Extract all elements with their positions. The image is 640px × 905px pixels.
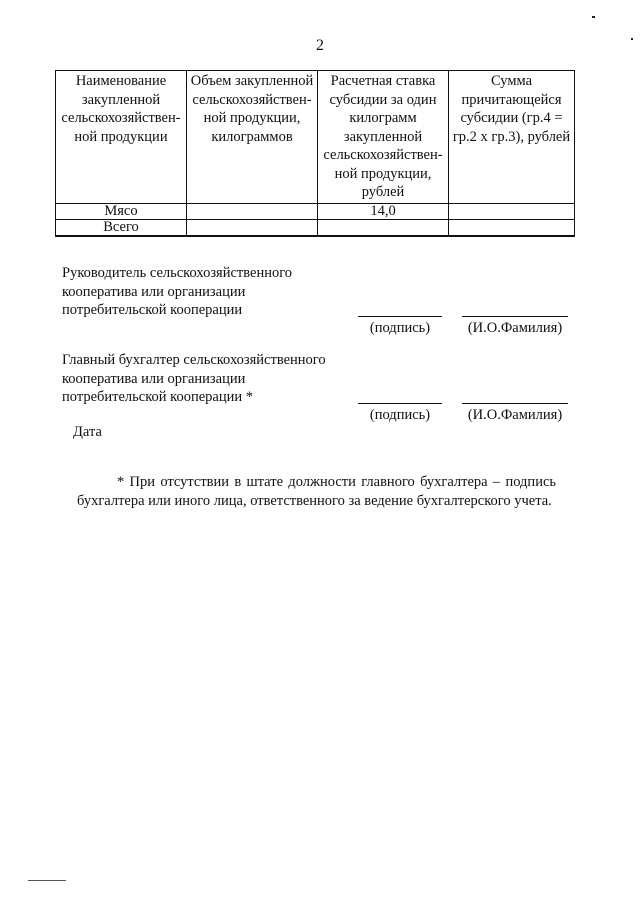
- header-product-volume: Объем закупленной сельскохозяйствен-ной продукции, килограммов: [187, 71, 318, 204]
- head-signer-line-3: потребительской кооперации: [62, 302, 243, 318]
- head-name-caption: (И.О.Фамилия): [467, 320, 563, 336]
- cell-subsidy-rate: 14,0: [318, 203, 449, 219]
- accountant-signer-line-1: Главный бухгалтер сельскохозяйственного: [62, 352, 326, 368]
- accountant-signature-line: [358, 403, 442, 404]
- scan-dot-top-right: [592, 16, 595, 18]
- cell-total-sum: [449, 219, 575, 236]
- subsidy-table: [55, 70, 575, 237]
- accountant-name-caption: (И.О.Фамилия): [467, 407, 563, 423]
- table-header-row: [56, 71, 575, 204]
- head-signer-label: [62, 264, 362, 320]
- head-signature-caption: (подпись): [369, 320, 431, 336]
- cell-product-volume: [187, 203, 318, 219]
- header-product-name: Наименование закупленной сельскохозяйствен-ной продукции: [56, 71, 187, 204]
- table-row: [56, 203, 575, 219]
- header-subsidy-rate: Расчетная ставка субсидии за один килограмм закупленной сельскохозяйствен-ной продукции, рублей: [318, 71, 449, 204]
- head-signer-line-2: кооператива или организации: [62, 283, 246, 300]
- accountant-signer-line-2: кооператива или организации: [62, 370, 246, 387]
- header-subsidy-sum: Сумма причитающейся субсидии (гр.4 = гр.2 х гр.3), рублей: [449, 71, 575, 204]
- scan-edge-mark: [28, 880, 66, 881]
- date-label: Дата: [73, 424, 102, 440]
- footnote: * При отсутствии в штате должности главного бухгалтера – подпись бухгалтера или иного лица, ответственного за ведение бухгалтерского учета.: [77, 474, 556, 509]
- accountant-name-line: [462, 403, 568, 404]
- head-signer-line-1: Руководитель сельскохозяйственного: [62, 265, 293, 281]
- accountant-signer-label: [62, 351, 362, 407]
- cell-total-volume: [187, 219, 318, 236]
- accountant-signer-line-3: потребительской кооперации *: [62, 389, 253, 405]
- cell-total-rate: [318, 219, 449, 236]
- cell-product-name: Мясо: [56, 203, 187, 219]
- page-number: 2: [316, 37, 324, 54]
- head-signature-line: [358, 316, 442, 317]
- table-row-total: [56, 219, 575, 236]
- head-name-line: [462, 316, 568, 317]
- accountant-signature-caption: (подпись): [369, 407, 431, 423]
- cell-subsidy-sum: [449, 203, 575, 219]
- cell-total-label: Всего: [56, 219, 187, 236]
